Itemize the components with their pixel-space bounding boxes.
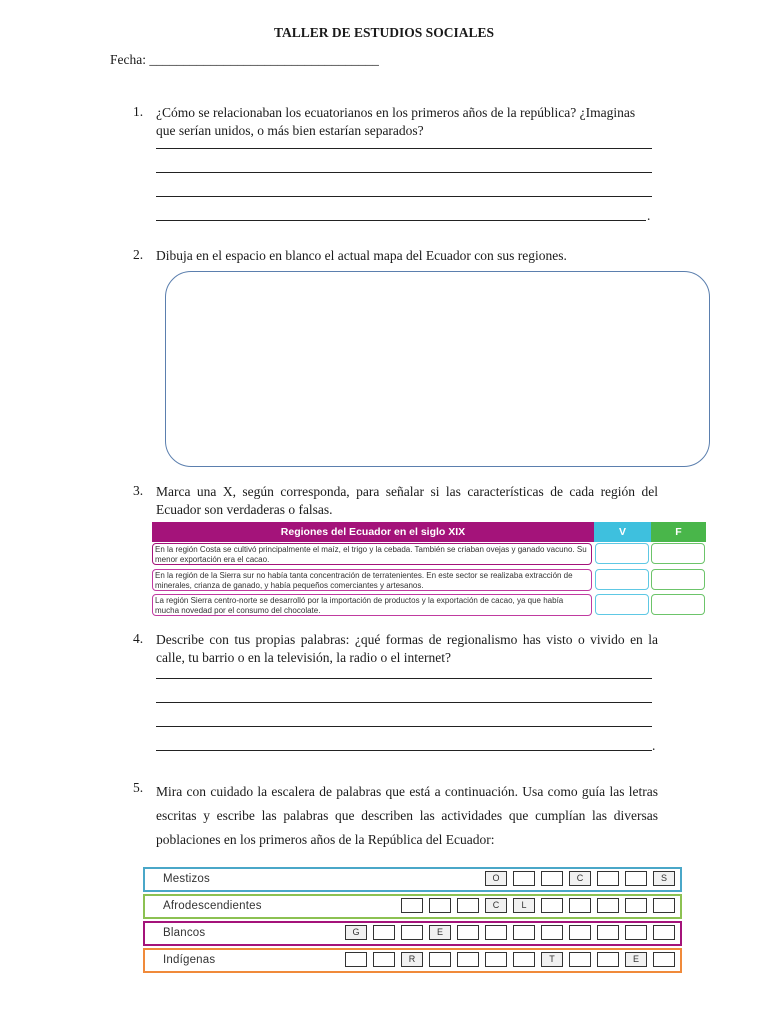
ladder-letter-cell[interactable] xyxy=(457,925,479,940)
question-1-line-1: ¿Cómo se relacionaban los ecuatorianos en los primeros años de la república? ¿Imaginas xyxy=(156,105,636,120)
ladder-letter-cell[interactable] xyxy=(625,898,647,913)
page-title: TALLER DE ESTUDIOS SOCIALES xyxy=(274,25,494,40)
question-1-text xyxy=(156,104,656,140)
ladder-row-blancos xyxy=(143,921,682,946)
question-2-number: 2. xyxy=(133,247,144,262)
ladder-letter-cell[interactable] xyxy=(541,898,563,913)
table-row-text: La región Sierra centro-norte se desarrolló por la importación de productos y la exportación de cacao, ya que había mucha novedad por el consumo del chocolate. xyxy=(152,594,592,616)
ladder-letter-cell[interactable] xyxy=(569,925,591,940)
ladder-letter-cell[interactable] xyxy=(597,925,619,940)
ladder-letter-cell[interactable]: E xyxy=(625,952,647,967)
answer-line[interactable] xyxy=(156,220,646,221)
ladder-letter-cell[interactable] xyxy=(485,952,507,967)
ladder-letter-cell[interactable] xyxy=(597,871,619,886)
ladder-letter-cell[interactable] xyxy=(401,898,423,913)
ladder-letter-cell[interactable] xyxy=(429,952,451,967)
ladder-letter-cell[interactable] xyxy=(373,952,395,967)
table-header-f: F xyxy=(651,522,706,542)
ladder-letter-cell[interactable] xyxy=(457,952,479,967)
table-row xyxy=(152,594,706,618)
ladder-letter-cell[interactable] xyxy=(653,925,675,940)
ladder-letter-cell[interactable] xyxy=(625,925,647,940)
ladder-letter-cell[interactable]: C xyxy=(485,898,507,913)
ladder-letter-cell[interactable]: R xyxy=(401,952,423,967)
ladder-letter-cell[interactable] xyxy=(653,952,675,967)
ladder-label: Afrodescendientes xyxy=(163,900,262,912)
table-header xyxy=(152,522,706,542)
ladder-letter-cell[interactable] xyxy=(597,898,619,913)
ladder-letter-cell[interactable] xyxy=(401,925,423,940)
answer-line[interactable] xyxy=(156,726,652,727)
question-4-line-1: Describe con tus propias palabras: ¿qué formas de regionalismo has visto o vivido en la xyxy=(156,632,658,647)
ladder-letter-cell[interactable]: S xyxy=(653,871,675,886)
answer-line[interactable] xyxy=(156,196,652,197)
ladder-letter-cell[interactable] xyxy=(513,925,535,940)
question-1-number: 1. xyxy=(133,104,144,119)
question-5-text xyxy=(156,780,658,852)
question-5-line-3: poblaciones en los primeros años de la República del Ecuador: xyxy=(156,832,495,847)
ladder-letter-cell[interactable]: E xyxy=(429,925,451,940)
question-3-line-1: Marca una X, según corresponda, para señalar si las características de cada región del xyxy=(156,484,658,499)
false-checkbox[interactable] xyxy=(651,594,705,615)
true-checkbox[interactable] xyxy=(595,594,649,615)
ladder-label: Mestizos xyxy=(163,873,210,885)
ladder-letter-cell[interactable] xyxy=(569,952,591,967)
answer-line[interactable] xyxy=(156,678,652,679)
ladder-label: Indígenas xyxy=(163,954,216,966)
ladder-letter-cell[interactable] xyxy=(345,952,367,967)
question-4-line-2: calle, tu barrio o en la televisión, la radio o el internet? xyxy=(156,650,452,665)
answer-line[interactable] xyxy=(156,148,652,149)
date-field[interactable]: Fecha: __________________________________ xyxy=(110,52,379,67)
true-checkbox[interactable] xyxy=(595,543,649,564)
question-3-line-2: Ecuador son verdaderas o falsas. xyxy=(156,502,333,517)
question-2-text: Dibuja en el espacio en blanco el actual mapa del Ecuador con sus regiones. xyxy=(156,248,567,263)
ladder-letter-cell[interactable] xyxy=(457,898,479,913)
ladder-letter-cell[interactable]: T xyxy=(541,952,563,967)
question-3-text xyxy=(156,483,658,519)
ladder-letter-cell[interactable] xyxy=(373,925,395,940)
answer-line[interactable] xyxy=(156,702,652,703)
ladder-letter-cell[interactable]: L xyxy=(513,898,535,913)
question-4-text xyxy=(156,631,658,667)
question-3-number: 3. xyxy=(133,483,144,498)
ladder-letter-cell[interactable]: C xyxy=(569,871,591,886)
answer-line[interactable] xyxy=(156,172,652,173)
answer-end-mark: . xyxy=(647,208,651,223)
question-5-line-1: Mira con cuidado la escalera de palabras que está a continuación. Usa como guía las letras xyxy=(156,784,658,799)
answer-line[interactable] xyxy=(156,750,652,751)
ladder-letter-cell[interactable] xyxy=(541,871,563,886)
ladder-letter-cell[interactable] xyxy=(513,952,535,967)
ladder-letter-cell[interactable] xyxy=(485,925,507,940)
ladder-label: Blancos xyxy=(163,927,206,939)
ladder-row-indigenas xyxy=(143,948,682,973)
ladder-letter-cell[interactable]: O xyxy=(485,871,507,886)
question-5-line-2: escritas y escribe las palabras que describen las actividades que cumplían las diversas xyxy=(156,808,658,823)
true-checkbox[interactable] xyxy=(595,569,649,590)
ladder-letter-cell[interactable] xyxy=(653,898,675,913)
false-checkbox[interactable] xyxy=(651,569,705,590)
question-5-number: 5. xyxy=(133,780,144,795)
ladder-letter-cell[interactable] xyxy=(597,952,619,967)
ladder-letter-cell[interactable] xyxy=(541,925,563,940)
map-drawing-area[interactable] xyxy=(165,271,710,467)
table-header-v: V xyxy=(594,522,651,542)
table-row-text: En la región de la Sierra sur no había tanta concentración de terratenientes. En este sector se realizaba extracción de minerales, crianza de ganado, y había pequeños comerciantes y artesanos. xyxy=(152,569,592,591)
ladder-letter-cell[interactable] xyxy=(429,898,451,913)
ladder-letter-cell[interactable]: G xyxy=(345,925,367,940)
table-row xyxy=(152,569,706,593)
ladder-row-afrodescendientes xyxy=(143,894,682,919)
answer-end-mark: . xyxy=(652,738,656,753)
table-row xyxy=(152,543,706,567)
question-1-line-2: que serían unidos, o más bien estarían separados? xyxy=(156,123,424,138)
table-header-title: Regiones del Ecuador en el siglo XIX xyxy=(152,522,594,542)
question-4-number: 4. xyxy=(133,631,144,646)
ladder-row-mestizos xyxy=(143,867,682,892)
ladder-letter-cell[interactable] xyxy=(569,898,591,913)
ladder-letter-cell[interactable] xyxy=(625,871,647,886)
table-row-text: En la región Costa se cultivó principalmente el maíz, el trigo y la cebada. También se criaban ovejas y ganado vacuno. Su menor exportación era el cacao. xyxy=(152,543,592,565)
false-checkbox[interactable] xyxy=(651,543,705,564)
ladder-letter-cell[interactable] xyxy=(513,871,535,886)
